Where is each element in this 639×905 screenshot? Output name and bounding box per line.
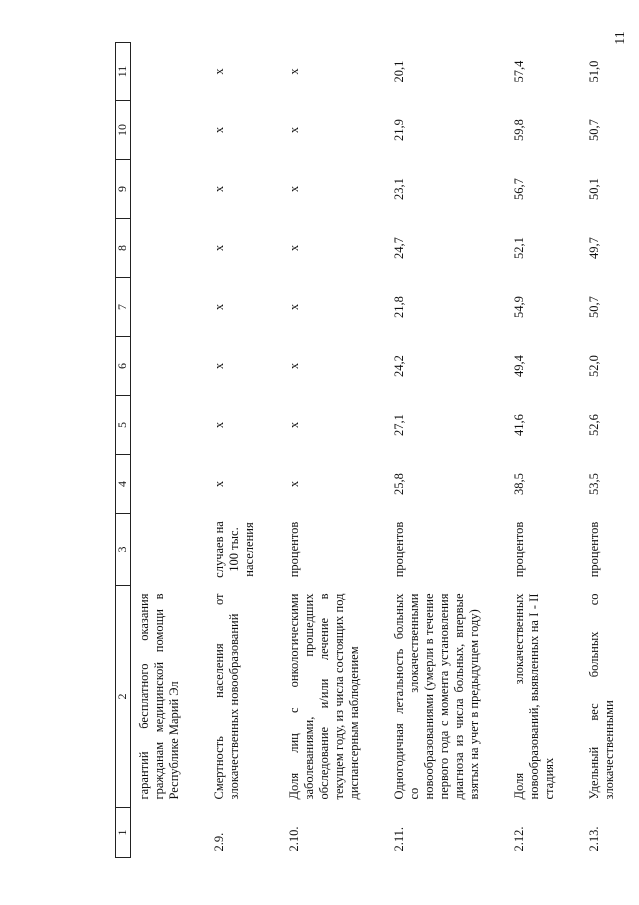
value-cell: 54,9 <box>512 296 526 318</box>
table-row <box>131 43 213 858</box>
row-number <box>131 808 213 858</box>
row-unit <box>131 514 213 586</box>
header-cell: 6 <box>116 337 131 396</box>
value-cell: 24,7 <box>392 237 406 259</box>
value-cell: 41,6 <box>512 414 526 436</box>
value-cell: x <box>287 244 301 252</box>
value-cell <box>131 278 213 337</box>
header-cell: 2 <box>116 586 131 808</box>
value-cell: x <box>287 185 301 193</box>
row-description: Одногодичная летальность больных со злокачественными новообразованиями (умерли в течение первого года с момента установления диагноза из числа больных, впервые взятых на учет в предыдущем году) <box>392 593 481 800</box>
row-description: Доля злокачественных новообразований, выявленных на I - II стадиях <box>512 593 556 800</box>
value-cell <box>131 396 213 455</box>
value-cell: 49,4 <box>512 355 526 377</box>
header-cell: 11 <box>116 43 131 101</box>
page-number: 11 <box>613 31 628 45</box>
value-cell <box>131 160 213 219</box>
value-cell: 50,7 <box>587 296 601 318</box>
value-cell: x <box>212 362 226 370</box>
row-description: Удельный вес больных со злокачественными <box>587 593 616 800</box>
value-cell: 25,8 <box>392 473 406 495</box>
header-cell: 4 <box>116 455 131 514</box>
value-cell: 50,7 <box>587 119 601 141</box>
value-cell: 59,8 <box>512 119 526 141</box>
value-cell: 51,0 <box>587 60 601 83</box>
value-cell <box>131 337 213 396</box>
row-description: Доля лиц с онкологическими заболеваниями, прошедших обследование и/или лечение в текущем году, из числа состоящих под диспансерным наблюдением <box>287 593 361 800</box>
value-cell: x <box>287 421 301 429</box>
row-unit: случаев на 100 тыс. населения <box>212 521 256 578</box>
row-unit: процентов <box>392 521 406 578</box>
row-unit: процентов <box>587 521 601 578</box>
table-row <box>587 43 639 858</box>
value-cell: 52,6 <box>587 414 601 436</box>
header-cell: 1 <box>116 808 131 858</box>
value-cell <box>131 219 213 278</box>
value-cell: 56,7 <box>512 178 526 200</box>
value-cell: 52,0 <box>587 355 601 377</box>
table-row <box>212 43 287 858</box>
row-number: 2.12. <box>512 826 526 852</box>
value-cell: 50,1 <box>587 178 601 200</box>
row-number: 2.10. <box>287 826 301 852</box>
value-cell: x <box>287 126 301 134</box>
table-row <box>392 43 512 858</box>
header-cell: 7 <box>116 278 131 337</box>
row-unit: процентов <box>512 521 526 578</box>
value-cell: 20,1 <box>392 60 406 83</box>
header-cell: 5 <box>116 396 131 455</box>
header-cell: 10 <box>116 101 131 160</box>
value-cell: x <box>287 68 301 75</box>
table-row <box>287 43 392 858</box>
value-cell: 52,1 <box>512 237 526 259</box>
value-cell: 21,8 <box>392 296 406 318</box>
header-cell: 3 <box>116 514 131 586</box>
row-number: 2.11. <box>392 826 406 852</box>
table-header-row <box>116 43 131 858</box>
value-cell: 21,9 <box>392 119 406 141</box>
value-cell: x <box>212 244 226 252</box>
row-description: гарантий бесплатного оказания гражданам медицинской помощи в Республике Марий Эл <box>137 593 181 800</box>
value-cell: x <box>212 126 226 134</box>
value-cell <box>131 455 213 514</box>
value-cell: x <box>287 362 301 370</box>
value-cell: 27,1 <box>392 414 406 436</box>
value-cell: 57,4 <box>512 60 526 83</box>
row-unit: процентов <box>287 521 301 578</box>
value-cell: x <box>212 68 226 75</box>
value-cell: 49,7 <box>587 237 601 259</box>
value-cell <box>131 101 213 160</box>
header-cell: 8 <box>116 219 131 278</box>
value-cell <box>131 43 213 101</box>
header-cell: 9 <box>116 160 131 219</box>
value-cell: x <box>212 303 226 311</box>
value-cell: x <box>212 480 226 488</box>
row-number: 2.13. <box>587 826 601 852</box>
value-cell: 38,5 <box>512 473 526 495</box>
value-cell: x <box>212 421 226 429</box>
row-description: Смертность населения от злокачественных новообразований <box>212 593 241 800</box>
table-row <box>512 43 587 858</box>
value-cell: x <box>287 303 301 311</box>
value-cell: 24,2 <box>392 355 406 377</box>
value-cell: 53,5 <box>587 473 601 495</box>
value-cell: x <box>287 480 301 488</box>
value-cell: x <box>212 185 226 193</box>
indicators-table <box>115 42 639 858</box>
row-number: 2.9. <box>212 832 226 852</box>
value-cell: 23,1 <box>392 178 406 200</box>
